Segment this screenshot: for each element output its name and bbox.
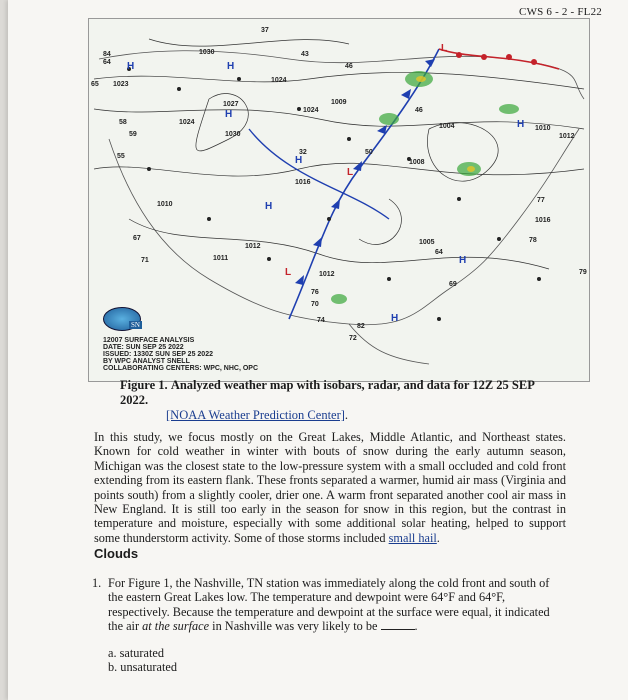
weather-map [88,18,590,382]
figure-caption [120,378,560,423]
station-value: 70 [311,301,319,308]
intro-paragraph [94,430,566,545]
question-end: . [414,619,418,634]
isobar-label: 1011 [213,255,229,262]
isobar-label: 1012 [245,243,261,250]
station-value: 72 [349,335,357,342]
weather-map-graphic [89,19,589,381]
isobar-label: 1008 [409,159,425,166]
isobar-label: 1023 [113,81,129,88]
paragraph-end: . [436,530,440,545]
station-value: 50 [365,149,373,156]
analysis-line: BY WPC ANALYST SNELL [103,358,190,365]
answer-blank [381,619,415,630]
station-value: 78 [529,237,537,244]
option-b[interactable]: b. unsaturated [108,660,177,674]
document-id: CWS 6 - 2 - FL22 [519,6,602,18]
question-number: 1. [92,576,102,590]
station-value: 79 [579,269,587,276]
station-value: 77 [537,197,545,204]
figure-caption-text: Analyzed weather map with isobars, radar, and data for 12Z 25 SEP 2022. [120,378,535,407]
station-value: 58 [119,119,127,126]
isobar-label: 1004 [439,123,455,130]
paragraph-text: In this study, we focus mostly on the Great Lakes, Middle Atlantic, and Northeast states. Known for cold weather in winter with bouts of snow during the early autumn season, Michigan was the closest state to the low-pressure system with a small occluded and cold front extending from its eastern flank. These fronts separated a warmer, humid air mass (Virginia and points south) from a slightly cooler, drier one. A warm front separated another cool air mass in New England. It is still too early in the season for snow in this region, but the contrast in temperature and moisture, especially with some additional solar heating, helped to support some thunderstorm activity. Some of those storms included [94,430,566,545]
station-value: 59 [129,131,137,138]
station-value: 43 [301,51,309,58]
station-value: 32 [299,149,307,156]
station-value: 82 [357,323,365,330]
small-hail-link[interactable]: small hail [388,530,437,545]
caption-end: . [344,408,349,422]
question-text: For Figure 1, the Nashville, TN station was immediately along the cold front and south of the eastern Great Lakes low. The temperature and dewpoint were 64°F and 64°F, respectively. Because the temperature and dewpoint at the surface were equal, it indicated the air [108,576,550,634]
isobar-label: 1010 [157,201,173,208]
low-pressure-label: L [347,167,354,178]
isobar-label: 1024 [179,119,195,126]
high-pressure-label: H [517,119,525,130]
high-pressure-label: H [295,155,303,166]
station-value: 64 [435,249,443,256]
analysis-line: COLLABORATING CENTERS: WPC, NHC, OPC [103,365,259,372]
isobar-label: 1009 [331,99,347,106]
low-pressure-label: L [441,43,448,54]
station-value: 55 [117,153,125,160]
station-value: 46 [345,63,353,70]
isobar-label: 1024 [271,77,287,84]
isobar-label: 1005 [419,239,435,246]
station-value: 69 [449,281,457,288]
isobar-label: 1030 [225,131,241,138]
question-1 [92,576,560,634]
section-title: Clouds [94,546,139,561]
logo-text: SN [131,321,140,329]
isobar-label: 1027 [223,101,239,108]
isobar-label: 1010 [535,125,551,132]
high-pressure-label: H [265,201,273,212]
high-pressure-label: H [391,313,399,324]
analysis-line: DATE: SUN SEP 25 2022 [103,344,184,351]
document-page [8,0,628,700]
station-value: 76 [311,289,319,296]
high-pressure-label: H [227,61,235,72]
isobar-label: 1030 [199,49,215,56]
station-value: 84 [103,51,111,58]
isobar-label: 1024 [303,107,319,114]
answer-options [108,646,177,674]
high-pressure-label: H [127,61,135,72]
station-value: 67 [133,235,141,242]
station-value: 64 [103,59,111,66]
station-value: 46 [415,107,423,114]
noaa-wpc-link[interactable]: [NOAA Weather Prediction Center] [166,408,345,422]
station-value: 65 [91,81,99,88]
question-emphasis: at the surface [142,619,210,634]
analysis-info [103,337,258,372]
question-text-cont: in Nashville was very likely to be [209,619,378,634]
isobar-label: 1012 [559,133,575,140]
isobar-label: 1016 [295,179,311,186]
option-a[interactable]: a. saturated [108,646,164,660]
station-value: 37 [261,27,269,34]
low-pressure-label: L [285,267,292,278]
isobar-label: 1012 [319,271,335,278]
station-value: 71 [141,257,149,264]
station-value: 74 [317,317,325,324]
high-pressure-label: H [459,255,467,266]
analysis-line: ISSUED: 1330Z SUN SEP 25 2022 [103,351,213,358]
high-pressure-label: H [225,109,233,120]
isobar-label: 1016 [535,217,551,224]
analysis-line: 12007 SURFACE ANALYSIS [103,337,195,344]
figure-label: Figure 1. [120,378,168,392]
